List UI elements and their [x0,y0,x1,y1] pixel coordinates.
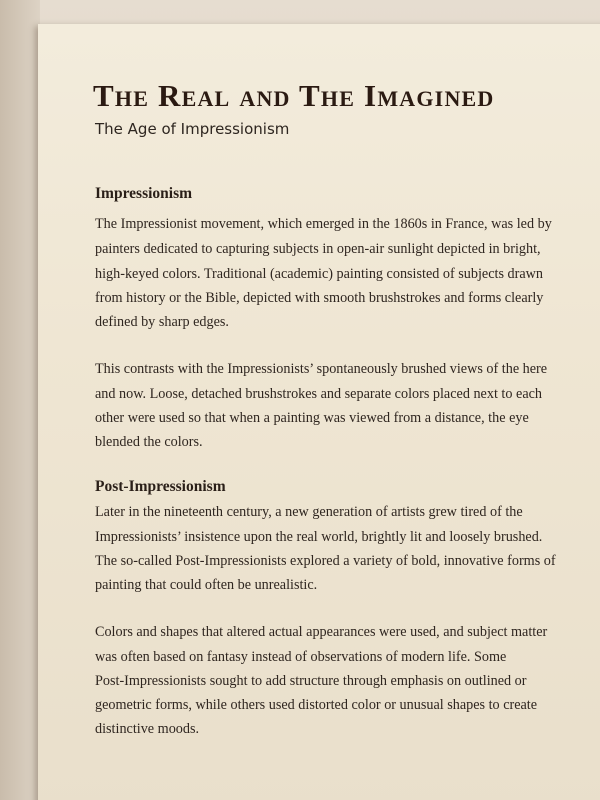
paragraph-line: Post-Impressionists sought to add structure through emphasis on outlined or [95,673,527,689]
paragraph-line: Impressionists’ insistence upon the real world, brightly lit and loosely brushed. [95,529,543,545]
wall-shadow [0,0,40,800]
paragraph-line: from history or the Bible, depicted with smooth brushstrokes and forms clearly [95,290,544,306]
paragraph-line: distinctive moods. [95,721,200,737]
paragraph-line: high-keyed colors. Traditional (academic) painting consisted of subjects drawn [95,266,543,282]
placard-subtitle: The Age of Impressionism [95,120,290,138]
paragraph-line: Colors and shapes that altered actual appearances were used, and subject matter [95,624,548,640]
paragraph-line: painters dedicated to capturing subjects in open-air sunlight depicted in bright, [95,241,541,257]
paragraph-line: This contrasts with the Impressionists’ spontaneously brushed views of the here [95,361,548,377]
paragraph-line: defined by sharp edges. [95,314,229,330]
placard-title: The Real and The Imagined [93,78,495,113]
paragraph-line: was often based on fantasy instead of observations of modern life. Some [95,649,507,665]
paragraph-line: The so-called Post-Impressionists explored a variety of bold, innovative forms of [95,553,556,569]
paragraph-line: blended the colors. [95,434,203,450]
paragraph-line: other were used so that when a painting was viewed from a distance, the eye [95,410,529,426]
paragraph-line: geometric forms, while others used distorted color or unusual shapes to create [95,697,538,713]
paragraph-line: Later in the nineteenth century, a new generation of artists grew tired of the [95,504,523,520]
section-heading-impressionism: Impressionism [95,185,193,202]
paragraph-line: painting that could often be unrealistic. [95,577,318,593]
paragraph-line: The Impressionist movement, which emerged in the 1860s in France, was led by [95,216,552,232]
paragraph-line: and now. Loose, detached brushstrokes and separate colors placed next to each [95,386,543,402]
section-heading-post-impressionism: Post-Impressionism [95,478,226,495]
